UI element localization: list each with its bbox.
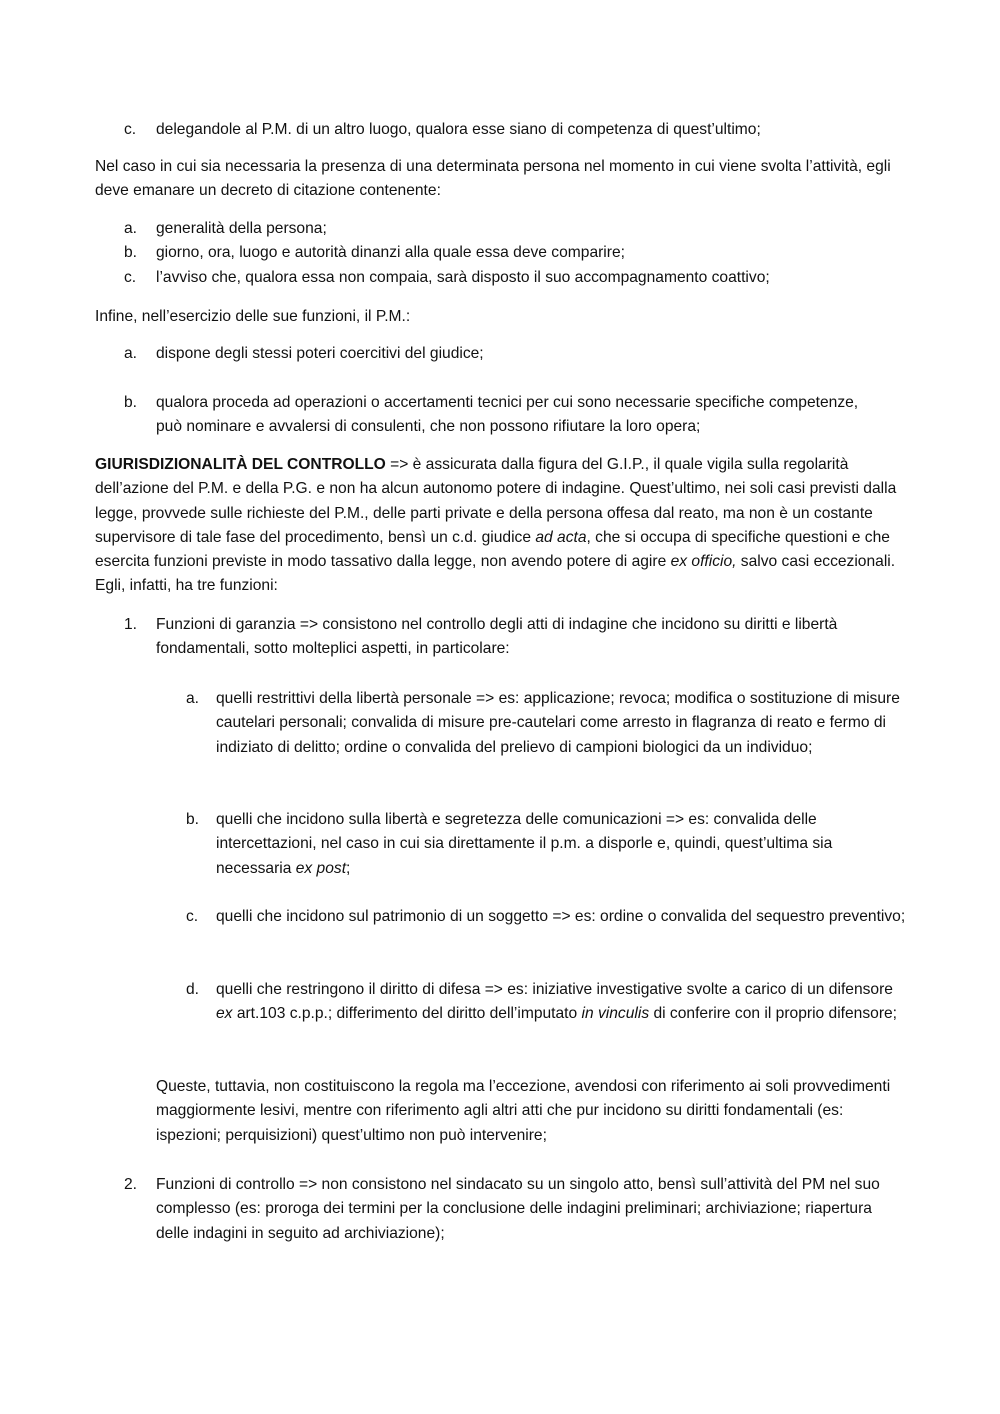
list-marker: a.: [124, 345, 138, 362]
list-item-text: generalità della persona;: [156, 220, 327, 237]
list-marker: b.: [124, 244, 138, 261]
italic-term: in vinculis: [581, 1005, 650, 1023]
list-item-text: [216, 808, 906, 881]
list-item-text: Funzioni di garanzia => consistono nel controllo degli atti di indagine che incidono su diritti e libertà fondamentali, sotto molteplici aspetti, in particolare:: [156, 616, 838, 658]
text-run: quelli che restringono il diritto di difesa => es: iniziative investigative svolte a carico di un difensore: [216, 981, 893, 998]
list-marker: b.: [124, 394, 138, 411]
list-marker: c.: [124, 121, 137, 138]
text-run: => è assicurata dalla figura del G.I.P., il quale vigila sulla regolarità dell’azione del P.M. e della P.G. e non ha alcun autonomo potere di indagine. Quest’ultimo, nei soli casi previsti dalla legge, provvede sulle richieste del P.M., delle parti private e della persona offesa dal reato, ma non è un costante supervisore di tale fase del procedimento, bensì un c.d. giudice: [95, 456, 897, 546]
paragraph-infine: Infine, nell’esercizio delle sue funzioni, il P.M.:: [95, 308, 411, 325]
list-item-text: delegandole al P.M. di un altro luogo, qualora esse siano di competenza di quest’ultimo;: [156, 121, 761, 138]
list-item-text: Funzioni di controllo => non consistono nel sindacato su un singolo atto, bensì sull’attività del PM nel suo complesso (es: proroga dei termini per la conclusione delle indagini preliminari; archiviazione; riapertura delle indagini in seguito ad archiviazione);: [156, 1176, 880, 1242]
note-text: Queste, tuttavia, non costituiscono la regola ma l’eccezione, avendosi con riferimento ai soli provvedimenti maggiormente lesivi, mentre con riferimento agli altri atti che pur incidono su diritti fondamentali (es: ispezioni; perquisizioni) quest’ultimo non può intervenire;: [156, 1078, 891, 1144]
list-item-text: l’avviso che, qualora essa non compaia, sarà disposto il suo accompagnamento coattivo;: [156, 269, 770, 286]
italic-term: ex post: [295, 859, 347, 877]
list-marker: 1.: [124, 616, 138, 633]
italic-term: ad acta: [535, 528, 587, 546]
text-run: , che si occupa di specifiche questioni e che esercita funzioni previste in modo tassativo dalla legge, non avendo potere di agire: [95, 528, 890, 571]
paragraph-citazione: Nel caso in cui sia necessaria la presenza di una determinata persona nel momento in cui viene svolta l’attività, egli deve emanare un decreto di citazione contenente:: [95, 158, 891, 200]
list-item-text: quelli che incidono sul patrimonio di un soggetto => es: ordine o convalida del sequestro preventivo;: [216, 908, 906, 925]
list-item-text: qualora proceda ad operazioni o accertamenti tecnici per cui sono necessarie specifiche competenze, può nominare e avvalersi di consulenti, che non possono rifiutare la loro opera;: [156, 394, 859, 436]
paragraph-giurisdizionalita: [95, 453, 903, 599]
list-marker: c.: [124, 269, 137, 286]
italic-term: ex: [216, 1005, 233, 1023]
text-run: quelli che incidono sulla libertà e segretezza delle comunicazioni => es: convalida delle intercettazioni, nel caso in cui sia direttamente il p.m. a disporle e, quindi, quest’ultima sia necessaria: [216, 811, 833, 877]
list-marker: 2.: [124, 1176, 138, 1193]
list-item-text: [216, 978, 906, 1027]
italic-term: ex officio,: [670, 553, 737, 571]
text-run: di conferire con il proprio difensore;: [649, 1005, 898, 1023]
list-item-text: giorno, ora, luogo e autorità dinanzi alla quale essa deve comparire;: [156, 244, 625, 261]
list-marker: c.: [186, 908, 199, 925]
list-marker: a.: [186, 690, 200, 707]
list-marker: d.: [186, 981, 200, 998]
list-item-text: dispone degli stessi poteri coercitivi del giudice;: [156, 345, 484, 362]
text-run: art.103 c.p.p.; differimento del diritto dell’imputato: [232, 1005, 582, 1023]
section-heading: GIURISDIZIONALITÀ DEL CONTROLLO: [95, 456, 386, 473]
list-item-text: quelli restrittivi della libertà personale => es: applicazione; revoca; modifica o sostituzione di misure cautelari personali; convalida di misure pre-cautelari come arresto in flagranza di reato e fermo di indiziato di delitto; ordine o convalida del prelievo di campioni biologici da un individuo;: [216, 690, 900, 756]
text-run: ;: [346, 859, 351, 877]
text-run: salvo casi eccezionali. Egli, infatti, ha tre funzioni:: [95, 553, 896, 595]
list-marker: a.: [124, 220, 138, 237]
list-marker: b.: [186, 811, 200, 828]
